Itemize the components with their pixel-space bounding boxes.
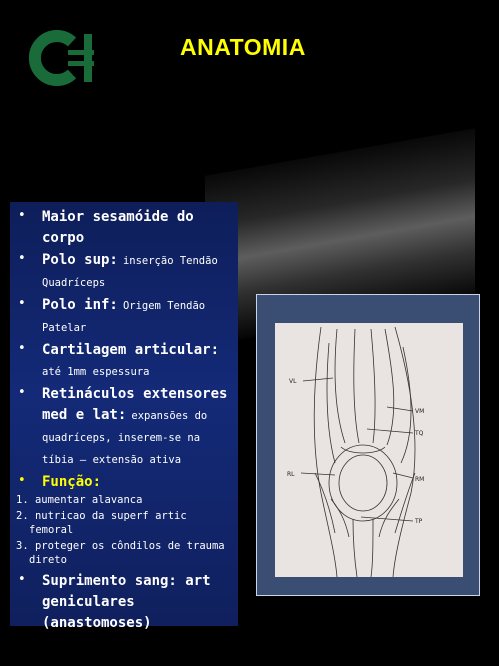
function-item: 2. nutricao da superf artic femoral <box>16 510 187 536</box>
bullet-list <box>16 206 234 492</box>
bullet-item: • Polo sup: inserção Tendão Quadríceps <box>18 251 218 289</box>
content-panel <box>10 202 238 631</box>
figure-label-rm: RM <box>415 476 425 483</box>
figure-label-vm: VM <box>415 408 425 415</box>
figure-label-rl: RL <box>287 471 295 478</box>
figure-label-tp: TP <box>415 518 423 525</box>
knee-figure <box>256 294 480 596</box>
knee-drawing <box>275 323 463 577</box>
bullet-item: • Polo inf: Origem Tendão Patelar <box>18 296 206 334</box>
figure-label-vl: VL <box>289 378 297 385</box>
figure-label-tq: TQ <box>415 430 424 437</box>
bullet-item: • Cartilagem articular: até 1mm espessura <box>18 341 220 378</box>
function-list <box>16 493 234 567</box>
function-heading: • Função: <box>18 473 102 490</box>
slide-title: ANATOMIA <box>180 34 306 60</box>
bullet-item: • Suprimento sang: art geniculares (anastomoses) <box>18 572 211 631</box>
function-item: 3. proteger os côndilos de trauma direto <box>16 540 225 566</box>
ce-logo-icon <box>28 30 100 86</box>
bullet-item: • Maior sesamóide do corpo <box>18 208 194 246</box>
bullet-item: • Retináculos extensores med e lat: expansões do quadríceps, inserem-se na tíbia – extensão ativa <box>18 385 228 466</box>
function-item: 1. aumentar alavanca <box>16 494 143 506</box>
